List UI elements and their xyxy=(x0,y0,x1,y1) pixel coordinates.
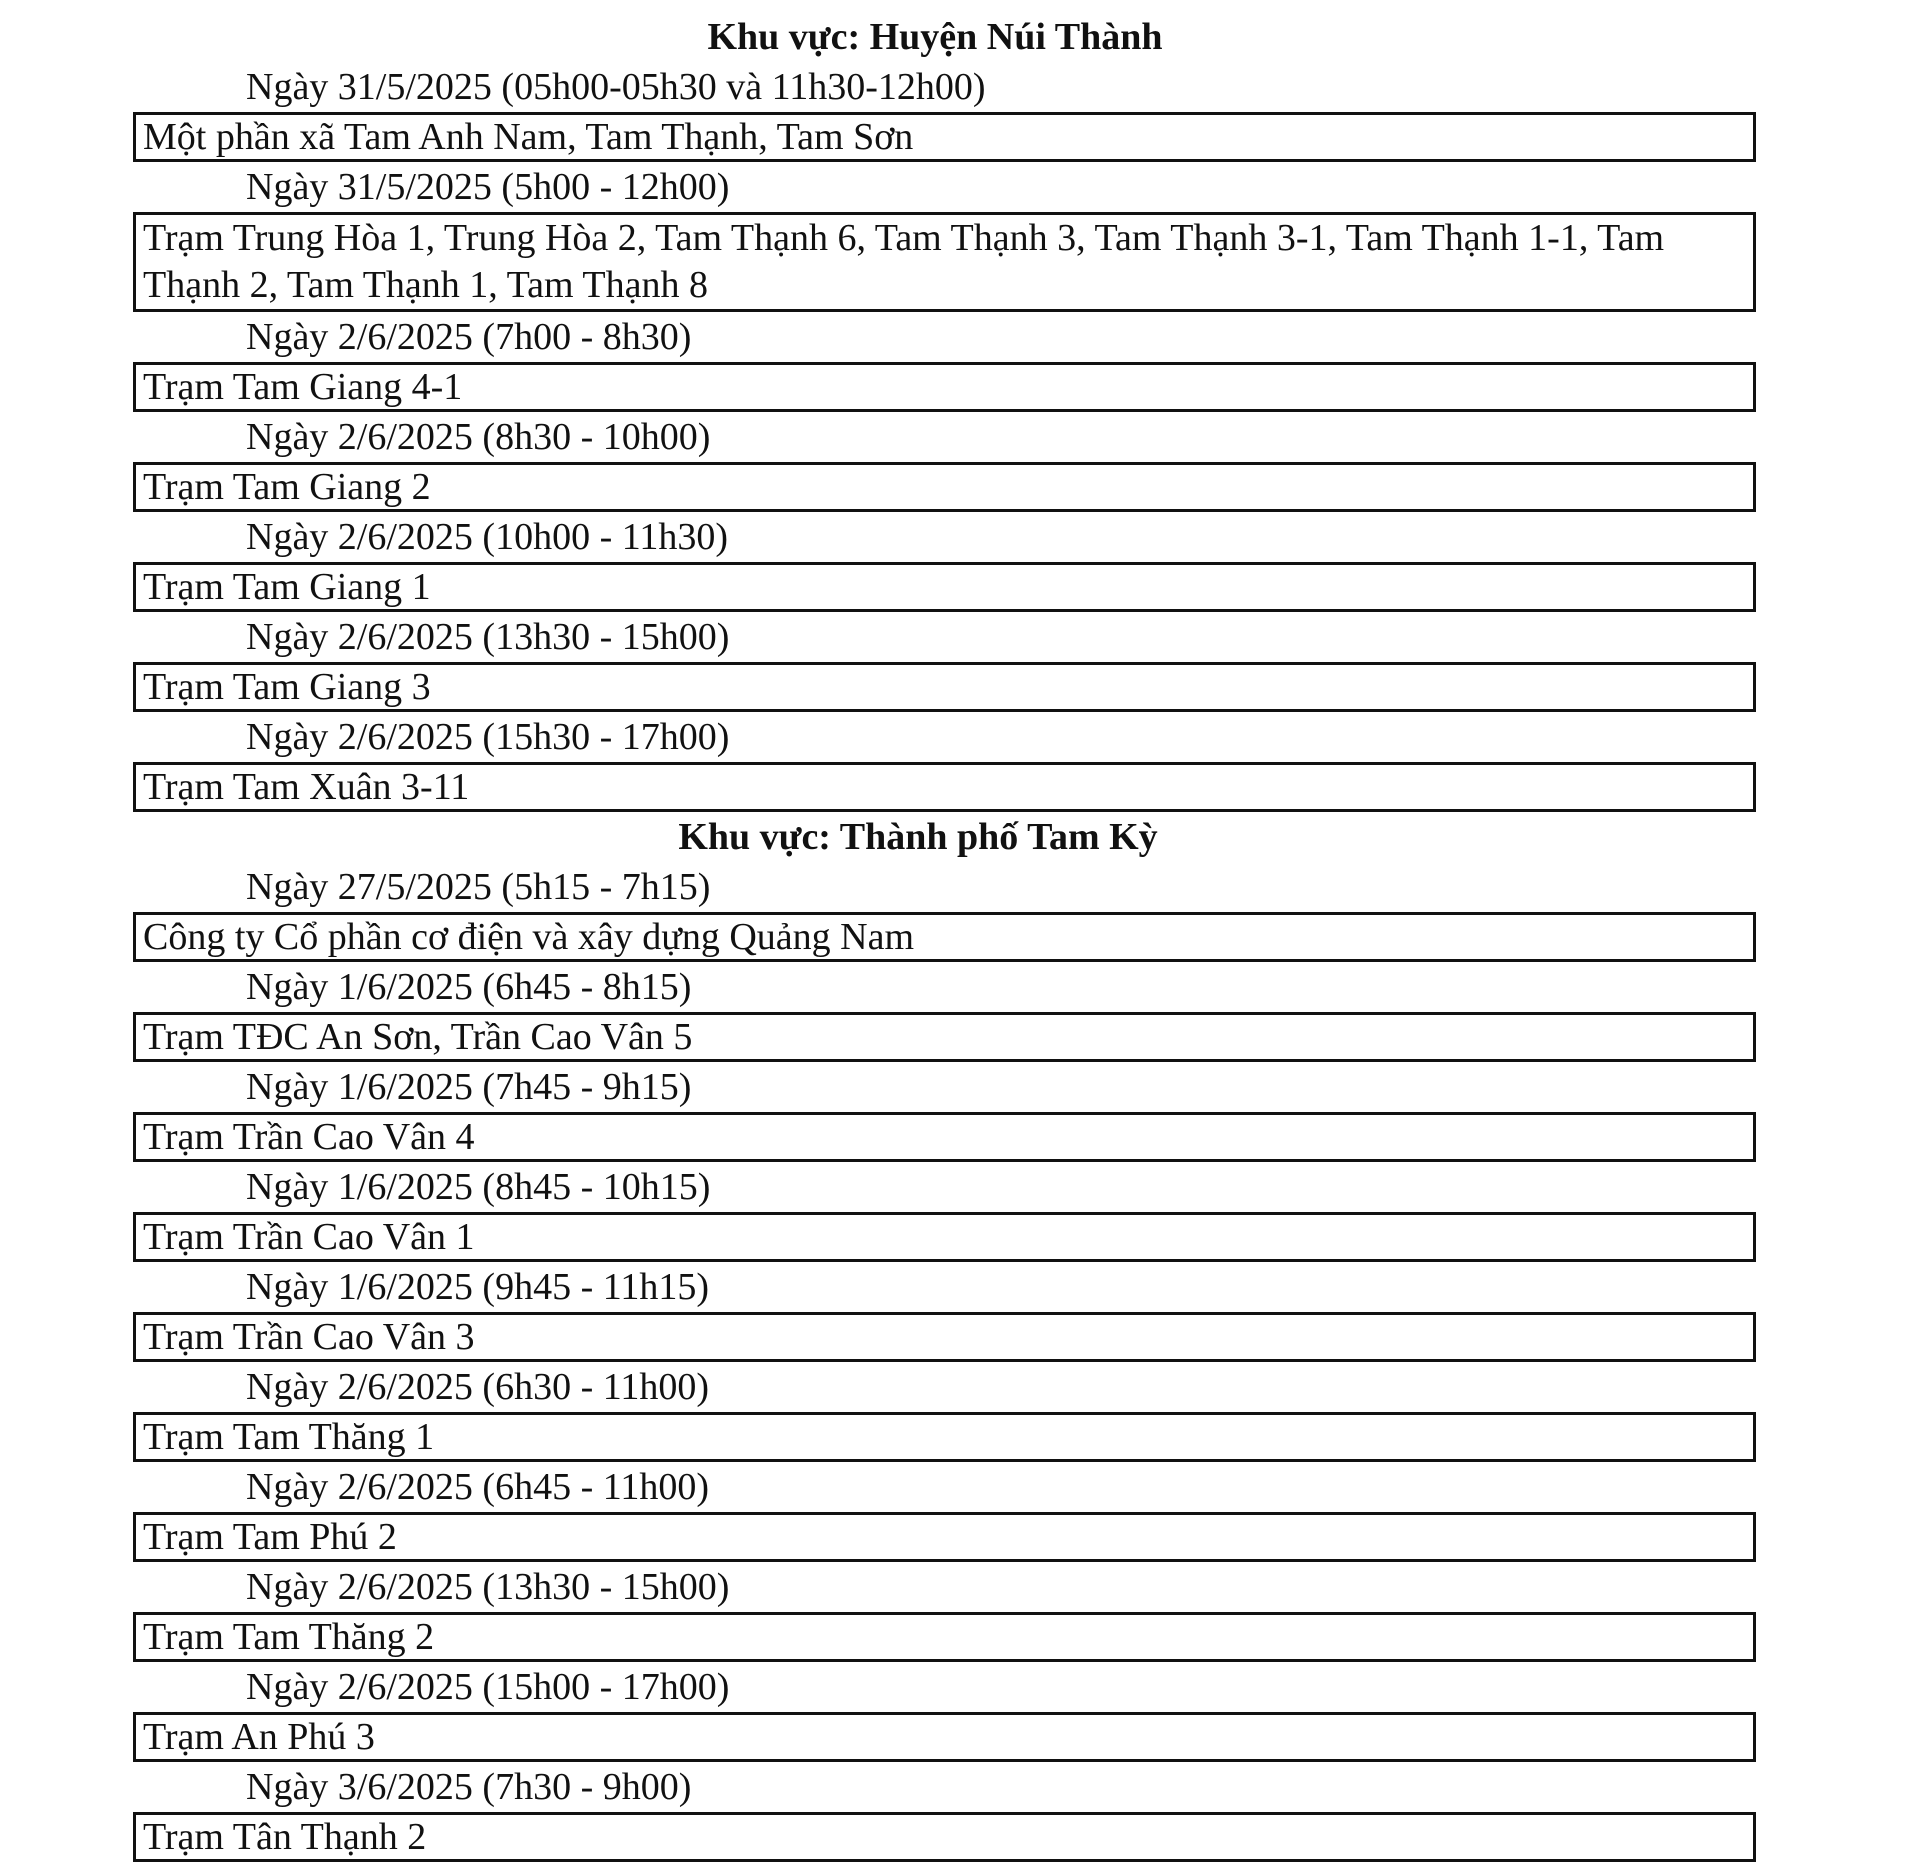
schedule-date: Ngày 3/6/2025 (7h30 - 9h00) xyxy=(246,1766,692,1808)
affected-stations-box: Trạm Tam Giang 1 xyxy=(133,562,1756,612)
schedule-date: Ngày 2/6/2025 (13h30 - 15h00) xyxy=(246,1566,730,1608)
schedule-date: Ngày 27/5/2025 (5h15 - 7h15) xyxy=(246,866,711,908)
affected-stations-box: Một phần xã Tam Anh Nam, Tam Thạnh, Tam Sơn xyxy=(133,112,1756,162)
schedule-date: Ngày 2/6/2025 (15h00 - 17h00) xyxy=(246,1666,730,1708)
affected-stations-box: Trạm Tam Giang 3 xyxy=(133,662,1756,712)
schedule-date: Ngày 1/6/2025 (6h45 - 8h15) xyxy=(246,966,692,1008)
affected-stations-box: Trạm Tam Xuân 3-11 xyxy=(133,762,1756,812)
affected-stations-box: Trạm TĐC An Sơn, Trần Cao Vân 5 xyxy=(133,1012,1756,1062)
affected-stations-box: Công ty Cổ phần cơ điện và xây dựng Quảng Nam xyxy=(133,912,1756,962)
affected-stations-box: Trạm Trung Hòa 1, Trung Hòa 2, Tam Thạnh 6, Tam Thạnh 3, Tam Thạnh 3-1, Tam Thạnh 1-1, Tam Thạnh 2, Tam Thạnh 1, Tam Thạnh 8 xyxy=(133,212,1756,312)
affected-stations-box: Trạm Tam Giang 4-1 xyxy=(133,362,1756,412)
schedule-date: Ngày 2/6/2025 (15h30 - 17h00) xyxy=(246,716,730,758)
affected-stations-box: Trạm Trần Cao Vân 3 xyxy=(133,1312,1756,1362)
schedule-date: Ngày 1/6/2025 (8h45 - 10h15) xyxy=(246,1166,711,1208)
affected-stations-box: Trạm Tam Thăng 1 xyxy=(133,1412,1756,1462)
region-heading: Khu vực: Thành phố Tam Kỳ xyxy=(678,816,1158,858)
affected-stations-box: Trạm An Phú 3 xyxy=(133,1712,1756,1762)
schedule-date: Ngày 2/6/2025 (7h00 - 8h30) xyxy=(246,316,692,358)
schedule-date: Ngày 2/6/2025 (8h30 - 10h00) xyxy=(246,416,711,458)
schedule-date: Ngày 2/6/2025 (6h45 - 11h00) xyxy=(246,1466,709,1508)
affected-stations-box: Trạm Tam Thăng 2 xyxy=(133,1612,1756,1662)
schedule-date: Ngày 2/6/2025 (6h30 - 11h00) xyxy=(246,1366,709,1408)
schedule-date: Ngày 2/6/2025 (13h30 - 15h00) xyxy=(246,616,730,658)
affected-stations-box: Trạm Trần Cao Vân 1 xyxy=(133,1212,1756,1262)
region-heading: Khu vực: Huyện Núi Thành xyxy=(707,16,1163,58)
affected-stations-box: Trạm Tam Phú 2 xyxy=(133,1512,1756,1562)
affected-stations-box: Trạm Tân Thạnh 2 xyxy=(133,1812,1756,1862)
affected-stations-box: Trạm Trần Cao Vân 4 xyxy=(133,1112,1756,1162)
schedule-date: Ngày 2/6/2025 (10h00 - 11h30) xyxy=(246,516,728,558)
schedule-date: Ngày 31/5/2025 (05h00-05h30 và 11h30-12h00) xyxy=(246,66,986,108)
schedule-date: Ngày 1/6/2025 (7h45 - 9h15) xyxy=(246,1066,692,1108)
affected-stations-box: Trạm Tam Giang 2 xyxy=(133,462,1756,512)
schedule-date: Ngày 1/6/2025 (9h45 - 11h15) xyxy=(246,1266,709,1308)
schedule-date: Ngày 31/5/2025 (5h00 - 12h00) xyxy=(246,166,730,208)
